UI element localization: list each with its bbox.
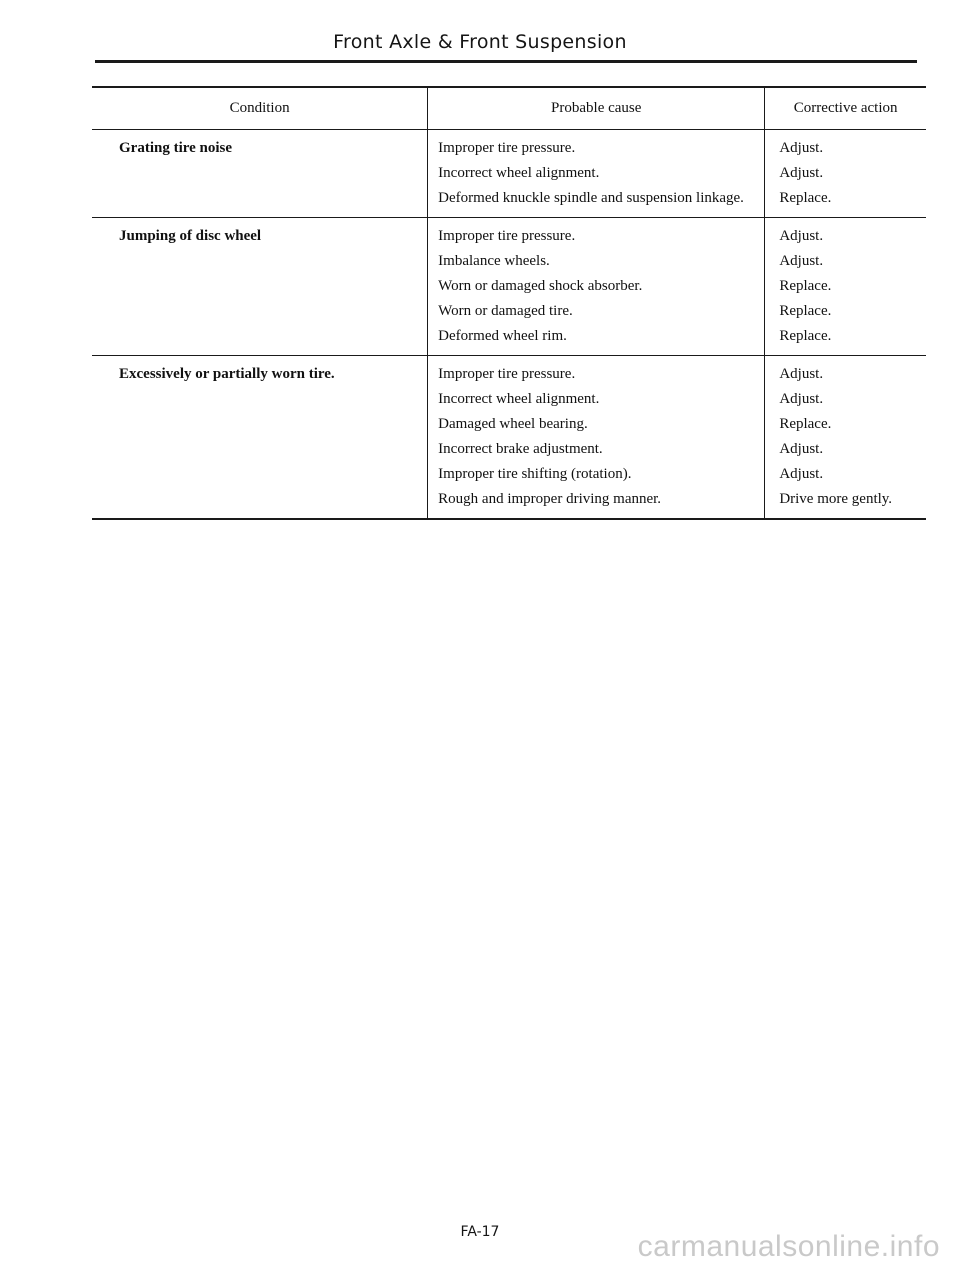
action-list <box>765 218 926 355</box>
table-row <box>92 218 926 356</box>
cause-item: Incorrect brake adjustment. <box>438 441 603 457</box>
condition-cell <box>92 218 428 356</box>
cause-item: Deformed wheel rim. <box>438 328 567 344</box>
header-rule <box>95 60 917 63</box>
cause-item: Incorrect wheel alignment. <box>438 391 600 407</box>
cause-cell <box>428 218 765 356</box>
action-item: Replace. <box>779 303 832 319</box>
cause-cell <box>428 356 765 520</box>
cause-item: Rough and improper driving manner. <box>438 491 662 507</box>
cause-item: Improper tire pressure. <box>438 228 576 244</box>
action-list <box>765 130 926 217</box>
action-item: Adjust. <box>779 366 824 382</box>
condition-text: Grating tire noise <box>119 140 233 156</box>
cause-list <box>428 356 764 518</box>
action-item: Adjust. <box>779 253 824 269</box>
action-cell <box>765 356 926 520</box>
cause-list <box>428 130 764 217</box>
watermark: carmanualsonline.info <box>637 1230 940 1263</box>
cause-item: Imbalance wheels. <box>438 253 550 269</box>
condition-text: Excessively or partially worn tire. <box>119 366 335 382</box>
cause-item: Incorrect wheel alignment. <box>438 165 600 181</box>
table-body <box>92 130 926 520</box>
table-row <box>92 130 926 218</box>
table-header-row <box>92 87 926 130</box>
action-item: Replace. <box>779 416 832 432</box>
cause-item: Worn or damaged tire. <box>438 303 573 319</box>
page-header: Front Axle & Front Suspension <box>333 31 627 53</box>
action-cell <box>765 130 926 218</box>
troubleshooting-table-container <box>92 86 926 520</box>
action-cell <box>765 218 926 356</box>
cause-list <box>428 218 764 355</box>
condition-cell <box>92 130 428 218</box>
cause-item: Damaged wheel bearing. <box>438 416 588 432</box>
table-row <box>92 356 926 520</box>
header-probable-cause: Probable cause <box>428 87 765 130</box>
action-item: Adjust. <box>779 228 824 244</box>
action-item: Adjust. <box>779 165 824 181</box>
cause-item: Improper tire pressure. <box>438 140 576 156</box>
cause-item: Improper tire pressure. <box>438 366 576 382</box>
cause-item: Improper tire shifting (rotation). <box>438 466 632 482</box>
action-item: Replace. <box>779 328 832 344</box>
action-item: Adjust. <box>779 441 824 457</box>
condition-text: Jumping of disc wheel <box>119 228 262 244</box>
cause-cell <box>428 130 765 218</box>
table-header <box>92 87 926 130</box>
cause-item: Worn or damaged shock absorber. <box>438 278 643 294</box>
action-item: Replace. <box>779 190 832 206</box>
action-item: Replace. <box>779 278 832 294</box>
cause-item: Deformed knuckle spindle and suspension linkage. <box>438 190 744 206</box>
header-corrective-action: Corrective action <box>765 87 926 130</box>
action-item: Adjust. <box>779 391 824 407</box>
action-list <box>765 356 926 518</box>
troubleshooting-table <box>92 86 926 520</box>
page-number: FA-17 <box>460 1224 500 1240</box>
action-item: Drive more gently. <box>779 491 893 507</box>
action-item: Adjust. <box>779 140 824 156</box>
header-condition: Condition <box>229 100 290 116</box>
action-item: Adjust. <box>779 466 824 482</box>
condition-cell <box>92 356 428 520</box>
